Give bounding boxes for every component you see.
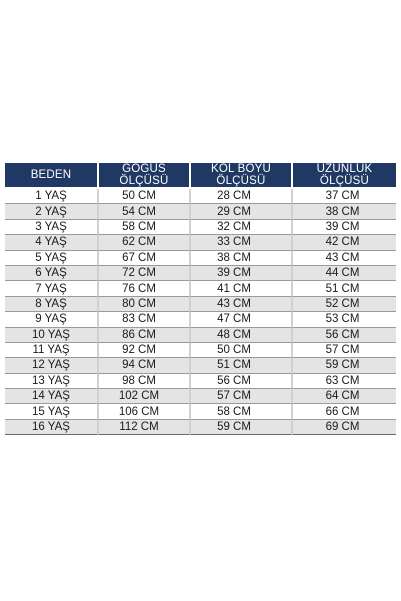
- table-cell-kol: 58 CM: [189, 404, 291, 419]
- table-cell-gogus: 106 CM: [97, 404, 189, 419]
- table-row: [5, 312, 396, 327]
- table-row: [5, 220, 396, 235]
- size-chart-table: [5, 163, 396, 435]
- table-cell-beden: 5 YAŞ: [5, 251, 97, 266]
- table-cell-beden: 13 YAŞ: [5, 374, 97, 389]
- table-cell-uzun: 43 CM: [291, 251, 396, 266]
- table-cell-gogus: 50 CM: [97, 189, 189, 204]
- header-beden: BEDEN: [5, 163, 97, 189]
- table-cell-beden: 9 YAŞ: [5, 312, 97, 327]
- header-uzunluk-olcusu: UZUNLUK ÖLÇÜSÜ: [291, 163, 396, 189]
- table-cell-gogus: 92 CM: [97, 343, 189, 358]
- table-cell-beden: 14 YAŞ: [5, 389, 97, 404]
- table-row: [5, 281, 396, 296]
- table-cell-kol: 28 CM: [189, 189, 291, 204]
- table-cell-beden: 11 YAŞ: [5, 343, 97, 358]
- table-cell-kol: 41 CM: [189, 281, 291, 296]
- table-cell-beden: 16 YAŞ: [5, 420, 97, 435]
- table-cell-uzun: 56 CM: [291, 328, 396, 343]
- table-cell-beden: 2 YAŞ: [5, 204, 97, 219]
- table-cell-beden: 3 YAŞ: [5, 220, 97, 235]
- table-cell-gogus: 86 CM: [97, 328, 189, 343]
- table-row: [5, 266, 396, 281]
- table-row: [5, 404, 396, 419]
- table-cell-gogus: 67 CM: [97, 251, 189, 266]
- table-cell-uzun: 57 CM: [291, 343, 396, 358]
- table-cell-kol: 50 CM: [189, 343, 291, 358]
- table-cell-kol: 43 CM: [189, 297, 291, 312]
- table-row: [5, 251, 396, 266]
- table-header-row: [5, 163, 396, 189]
- table-cell-uzun: 64 CM: [291, 389, 396, 404]
- table-cell-uzun: 42 CM: [291, 235, 396, 250]
- table-cell-gogus: 80 CM: [97, 297, 189, 312]
- table-row: [5, 189, 396, 204]
- table-cell-gogus: 98 CM: [97, 374, 189, 389]
- table-cell-gogus: 83 CM: [97, 312, 189, 327]
- table-cell-kol: 38 CM: [189, 251, 291, 266]
- table-cell-uzun: 53 CM: [291, 312, 396, 327]
- table-cell-uzun: 52 CM: [291, 297, 396, 312]
- table-cell-gogus: 112 CM: [97, 420, 189, 435]
- table-cell-uzun: 51 CM: [291, 281, 396, 296]
- table-cell-gogus: 72 CM: [97, 266, 189, 281]
- header-kol-boyu-olcusu: KOL BOYU ÖLÇÜSÜ: [189, 163, 291, 189]
- table-cell-uzun: 38 CM: [291, 204, 396, 219]
- table-cell-gogus: 58 CM: [97, 220, 189, 235]
- table-cell-beden: 10 YAŞ: [5, 328, 97, 343]
- table-cell-beden: 6 YAŞ: [5, 266, 97, 281]
- table-cell-uzun: 44 CM: [291, 266, 396, 281]
- table-cell-gogus: 54 CM: [97, 204, 189, 219]
- table-cell-kol: 47 CM: [189, 312, 291, 327]
- table-cell-uzun: 66 CM: [291, 404, 396, 419]
- table-cell-uzun: 39 CM: [291, 220, 396, 235]
- table-cell-gogus: 76 CM: [97, 281, 189, 296]
- table-cell-kol: 29 CM: [189, 204, 291, 219]
- table-cell-uzun: 37 CM: [291, 189, 396, 204]
- table-row: [5, 297, 396, 312]
- table-cell-uzun: 63 CM: [291, 374, 396, 389]
- table-cell-beden: 12 YAŞ: [5, 358, 97, 373]
- table-cell-kol: 56 CM: [189, 374, 291, 389]
- table-row: [5, 343, 396, 358]
- table-cell-kol: 59 CM: [189, 420, 291, 435]
- table-cell-kol: 51 CM: [189, 358, 291, 373]
- table-row: [5, 358, 396, 373]
- table-row: [5, 328, 396, 343]
- table-cell-beden: 7 YAŞ: [5, 281, 97, 296]
- table-cell-gogus: 94 CM: [97, 358, 189, 373]
- table-cell-gogus: 102 CM: [97, 389, 189, 404]
- table-cell-uzun: 59 CM: [291, 358, 396, 373]
- table-cell-beden: 1 YAŞ: [5, 189, 97, 204]
- table-cell-beden: 15 YAŞ: [5, 404, 97, 419]
- table-row: [5, 204, 396, 219]
- table-body: [5, 189, 396, 435]
- table-row: [5, 389, 396, 404]
- table-row: [5, 420, 396, 435]
- table-cell-uzun: 69 CM: [291, 420, 396, 435]
- table-row: [5, 374, 396, 389]
- table-cell-beden: 4 YAŞ: [5, 235, 97, 250]
- table-cell-kol: 32 CM: [189, 220, 291, 235]
- table-row: [5, 235, 396, 250]
- table-cell-beden: 8 YAŞ: [5, 297, 97, 312]
- header-gogus-olcusu: GÖĞÜS ÖLÇÜSÜ: [97, 163, 189, 189]
- table-cell-kol: 39 CM: [189, 266, 291, 281]
- table-cell-kol: 33 CM: [189, 235, 291, 250]
- table-cell-gogus: 62 CM: [97, 235, 189, 250]
- table-cell-kol: 48 CM: [189, 328, 291, 343]
- table-cell-kol: 57 CM: [189, 389, 291, 404]
